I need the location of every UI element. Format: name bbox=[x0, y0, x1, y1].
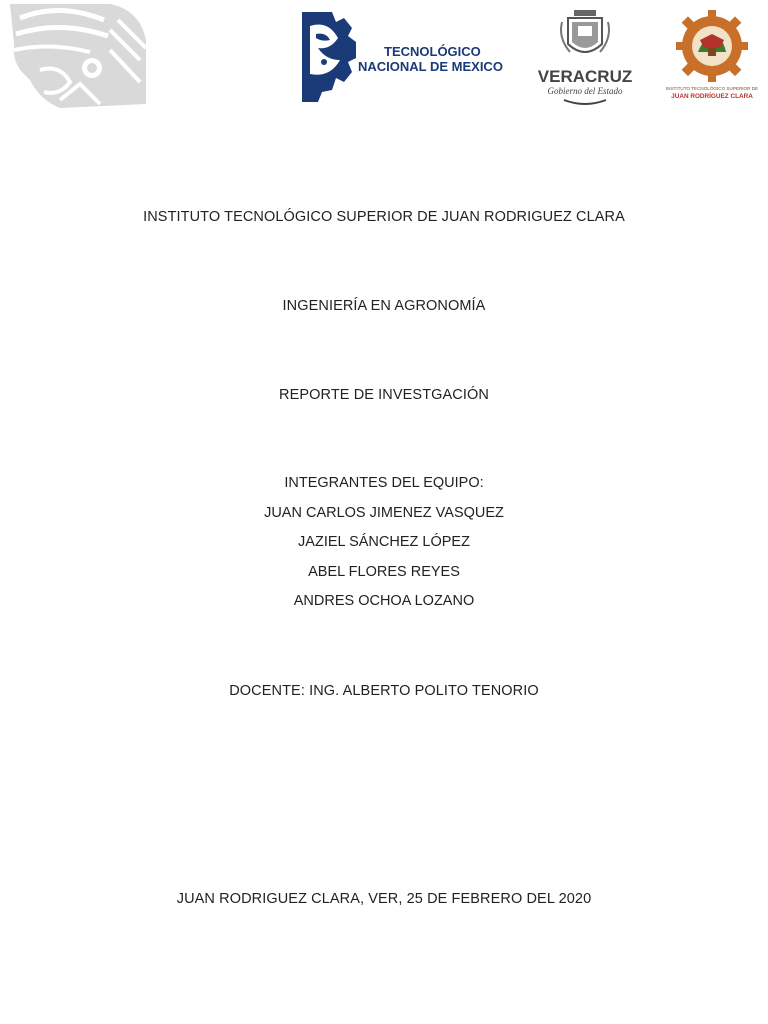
tecnologico-nacional-logo bbox=[296, 8, 503, 108]
veracruz-subtitle: Gobierno del Estado bbox=[547, 86, 623, 96]
career-name: INGENIERÍA EN AGRONOMÍA bbox=[282, 298, 486, 314]
header-logos bbox=[0, 0, 768, 115]
team-member: JAZIEL SÁNCHEZ LÓPEZ bbox=[298, 534, 470, 551]
place-date: JUAN RODRIGUEZ CLARA, VER, 25 DE FEBRERO DEL 2020 bbox=[176, 891, 592, 907]
team-member: JUAN CARLOS JIMENEZ VASQUEZ bbox=[264, 504, 504, 521]
veracruz-title: VERACRUZ bbox=[537, 67, 633, 86]
gear-emblem-icon bbox=[676, 10, 748, 82]
itsjrc-logo bbox=[664, 8, 760, 108]
veracruz-logo bbox=[537, 8, 633, 108]
tecnm-line1: TECNOLÓGICO bbox=[384, 44, 481, 59]
gear-eagle-icon bbox=[302, 12, 356, 102]
institution-name: INSTITUTO TECNOLÓGICO SUPERIOR DE JUAN RODRIGUEZ CLARA bbox=[143, 209, 625, 225]
aztec-profile-icon bbox=[0, 0, 150, 112]
team-heading: INTEGRANTES DEL EQUIPO: bbox=[284, 475, 484, 491]
team-member: ANDRES OCHOA LOZANO bbox=[293, 593, 475, 610]
teacher-name: DOCENTE: ING. ALBERTO POLITO TENORIO bbox=[229, 683, 539, 699]
report-title: REPORTE DE INVESTGACIÓN bbox=[279, 387, 489, 403]
itsjrc-caption-bottom: JUAN RODRÍGUEZ CLARA bbox=[671, 93, 753, 100]
coat-of-arms-icon bbox=[561, 10, 609, 52]
team-section bbox=[0, 474, 768, 622]
tecnm-line2: NACIONAL DE MEXICO bbox=[358, 59, 503, 74]
team-member: ABEL FLORES REYES bbox=[308, 563, 460, 580]
itsjrc-caption-top: INSTITUTO TECNOLÓGICO SUPERIOR DE bbox=[665, 86, 759, 91]
